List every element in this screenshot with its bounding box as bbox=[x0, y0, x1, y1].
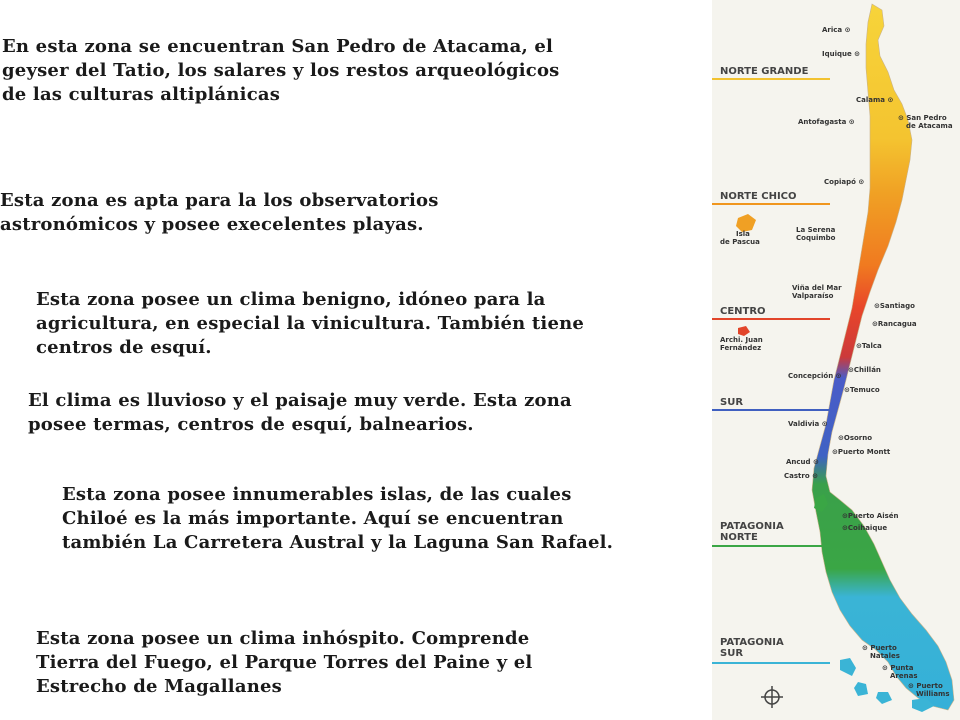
description-sur bbox=[28, 389, 572, 437]
zone-label-patagonia-norte bbox=[720, 521, 784, 543]
city-label: Punta bbox=[890, 664, 914, 672]
city-label: Coihaique bbox=[847, 524, 888, 532]
zone-line-sur bbox=[712, 409, 830, 411]
city-label: San Pedro bbox=[906, 114, 947, 122]
zone-line-patagonia-sur bbox=[712, 662, 830, 664]
city-rancagua bbox=[872, 320, 917, 328]
zone-label-line: SUR bbox=[720, 648, 744, 659]
city-arica bbox=[822, 26, 850, 34]
city-label: Valdivia bbox=[788, 420, 820, 428]
description-norte-grande bbox=[2, 35, 559, 107]
city-san-pedro bbox=[898, 114, 953, 130]
city-label: Williams bbox=[916, 690, 950, 698]
desc-line: astronómicos y posee execelentes playas. bbox=[0, 214, 424, 235]
city-label: Osorno bbox=[843, 434, 873, 442]
zone-line-norte-chico bbox=[712, 203, 830, 205]
city-concepcion bbox=[788, 372, 842, 380]
city-punta-arenas bbox=[882, 664, 918, 680]
city-label: Natales bbox=[870, 652, 900, 660]
compass-icon bbox=[761, 686, 783, 708]
city-vina-del-mar bbox=[792, 284, 842, 300]
zone-label-norte-grande: NORTE GRANDE bbox=[720, 66, 809, 77]
desc-line: El clima es lluvioso y el paisaje muy verde. Esta zona bbox=[28, 390, 572, 411]
city-label: Archi. Juan bbox=[720, 336, 763, 344]
desc-line: Tierra del Fuego, el Parque Torres del Paine y el bbox=[36, 652, 533, 673]
desc-line: agricultura, en especial la vinicultura. También tiene bbox=[36, 313, 585, 334]
city-puerto-natales bbox=[862, 644, 900, 660]
city-ancud bbox=[786, 458, 819, 466]
city-label: Talca bbox=[861, 342, 882, 350]
zone-line-patagonia-norte bbox=[712, 545, 830, 547]
desc-line: Chiloé es la más importante. Aquí se encuentran bbox=[62, 508, 564, 529]
zone-label-line: NORTE bbox=[720, 532, 758, 543]
city-label: Santiago bbox=[879, 302, 915, 310]
city-label: de Atacama bbox=[906, 122, 953, 130]
city-label: Arenas bbox=[890, 672, 918, 680]
city-label: Ancud bbox=[786, 458, 811, 466]
zone-label-centro: CENTRO bbox=[720, 306, 766, 317]
chile-map bbox=[712, 0, 960, 720]
city-santiago bbox=[874, 302, 915, 310]
city-antofagasta bbox=[798, 118, 855, 126]
city-osorno bbox=[838, 434, 872, 442]
city-label: Arica bbox=[822, 26, 843, 34]
island bbox=[840, 658, 856, 676]
zone-label-sur: SUR bbox=[720, 397, 744, 408]
city-iquique bbox=[822, 50, 860, 58]
city-label: Puerto bbox=[870, 644, 897, 652]
city-label: Copiapó bbox=[824, 178, 856, 186]
description-norte-chico bbox=[0, 189, 439, 237]
city-juan-fernandez bbox=[720, 336, 763, 352]
city-isla-de-pascua bbox=[720, 230, 760, 246]
chile-territory bbox=[812, 4, 954, 710]
description-centro bbox=[36, 288, 584, 360]
city-label: Viña del Mar bbox=[792, 284, 842, 292]
city-label: Temuco bbox=[849, 386, 880, 394]
city-la-serena bbox=[796, 226, 835, 242]
desc-line: Estrecho de Magallanes bbox=[36, 676, 282, 697]
zone-label-line: PATAGONIA bbox=[720, 521, 784, 532]
desc-line: Esta zona posee un clima inhóspito. Comprende bbox=[36, 628, 530, 649]
city-puerto-montt bbox=[832, 448, 890, 456]
city-label: de Pascua bbox=[720, 238, 760, 246]
desc-line: también La Carretera Austral y la Laguna San Rafael. bbox=[62, 532, 614, 553]
desc-line: En esta zona se encuentran San Pedro de Atacama, el bbox=[2, 36, 554, 57]
island bbox=[854, 682, 868, 696]
island bbox=[876, 692, 892, 704]
desc-line: posee termas, centros de esquí, balnearios. bbox=[28, 414, 474, 435]
chile-map-shape bbox=[712, 0, 960, 720]
desc-line: Esta zona posee un clima benigno, idóneo para la bbox=[36, 289, 546, 310]
city-label: Calama bbox=[856, 96, 886, 104]
city-label: Castro bbox=[784, 472, 810, 480]
zone-label-norte-chico: NORTE CHICO bbox=[720, 191, 797, 202]
city-label: Isla bbox=[736, 230, 750, 238]
city-label: Puerto Montt bbox=[837, 448, 891, 456]
city-label: Rancagua bbox=[877, 320, 917, 328]
city-coihaique bbox=[842, 524, 887, 532]
zone-line-centro bbox=[712, 318, 830, 320]
juan-fernandez-shape bbox=[738, 326, 750, 336]
city-chillan bbox=[848, 366, 881, 374]
city-label: Fernández bbox=[720, 344, 762, 352]
city-talca bbox=[856, 342, 882, 350]
zone-label-patagonia-sur bbox=[720, 637, 784, 659]
description-patagonia-sur bbox=[36, 627, 532, 699]
zone-label-line: PATAGONIA bbox=[720, 637, 784, 648]
city-label: Antofagasta bbox=[798, 118, 847, 126]
desc-line: centros de esquí. bbox=[36, 337, 212, 358]
city-calama bbox=[856, 96, 893, 104]
city-label: Valparaíso bbox=[792, 292, 834, 300]
city-valdivia bbox=[788, 420, 828, 428]
city-castro bbox=[784, 472, 818, 480]
city-copiapo bbox=[824, 178, 864, 186]
desc-line: Esta zona posee innumerables islas, de las cuales bbox=[62, 484, 572, 505]
city-label: Chillán bbox=[853, 366, 881, 374]
city-label: Iquique bbox=[822, 50, 852, 58]
description-patagonia-norte bbox=[62, 483, 613, 555]
city-label: Concepción bbox=[788, 372, 834, 380]
desc-line: de las culturas altiplánicas bbox=[2, 84, 281, 105]
city-label: Puerto Aisén bbox=[847, 512, 899, 520]
desc-line: geyser del Tatio, los salares y los restos arqueológicos bbox=[2, 60, 560, 81]
zone-line-norte-grande bbox=[712, 78, 830, 80]
city-label: La Serena bbox=[796, 226, 836, 234]
city-label: Coquimbo bbox=[796, 234, 836, 242]
desc-line: Esta zona es apta para la los observatorios bbox=[0, 190, 439, 211]
city-temuco bbox=[844, 386, 880, 394]
city-puerto-aisen bbox=[842, 512, 899, 520]
city-puerto-williams bbox=[908, 682, 950, 698]
city-label: Puerto bbox=[916, 682, 943, 690]
